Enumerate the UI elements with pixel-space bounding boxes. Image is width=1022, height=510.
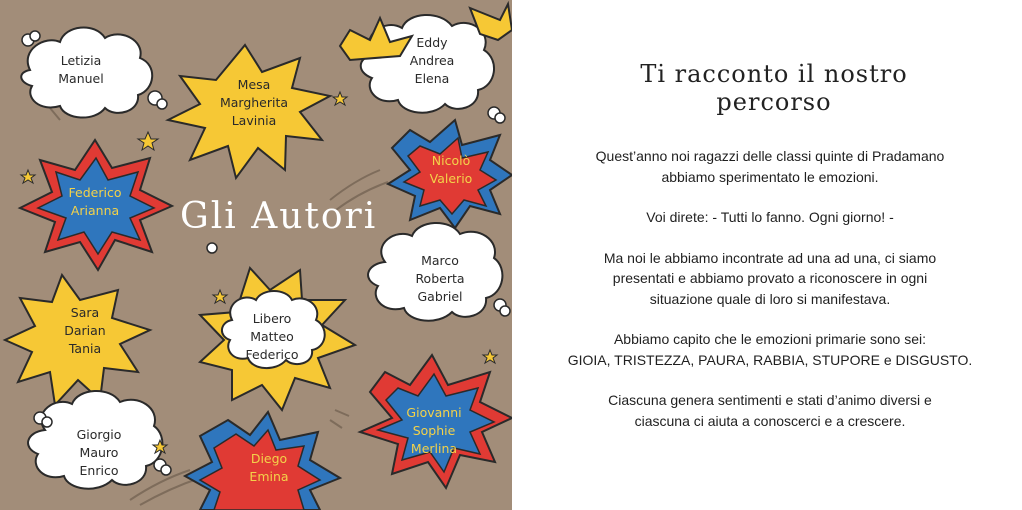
authors-nicolo-valerio: Nicolò Valerio [429,153,473,186]
left-page-title: Gli Autori [180,196,378,237]
paragraph: Ciascuna genera sentimenti e stati d’animo diversi e ciascuna ci aiuta a conoscerci e a crescere. [608,392,932,429]
right-page-title: Ti racconto il nostro percorso [640,60,908,116]
paragraph: Quest’anno noi ragazzi delle classi quinte di Pradamano abbiamo sperimentato le emozioni. [595,148,945,185]
authors-federico-arianna: Federico Arianna [68,185,122,218]
authors-diego-emina: Diego Emina [249,451,289,484]
authors-mesa-margherita-lavinia: Mesa Margherita Lavinia [219,77,289,128]
authors-sara-darian-tania: Sara Darian Tania [64,305,106,356]
paragraph: Ma noi le abbiamo incontrate ad una ad una, ci siamo presentati e abbiamo provato a riconoscere in ogni situazione quale di loro si manifestava. [603,249,937,307]
right-page-text [512,0,1022,510]
authors-giorgio-mauro-enrico: Giorgio Mauro Enrico [76,427,122,478]
right-page-body [560,146,980,451]
authors-eddy-andrea-elena: Eddy Andrea Elena [409,35,455,86]
paragraph: Abbiamo capito che le emozioni primarie sono sei: GIOIA, TRISTEZZA, PAURA, RABBIA, STUPORE e DISGUSTO. [567,331,973,368]
authors-marco-roberta-gabriel: Marco Roberta Gabriel [415,253,465,304]
authors-libero-matteo-federico: Libero Matteo Federico [245,311,299,362]
authors-giovanni-sophie-merlina: Giovanni Sophie Merlina [406,405,462,456]
paragraph: Voi direte: - Tutti lo fanno. Ogni giorno! - [646,209,894,225]
authors-letizia-manuel: Letizia Manuel [58,53,104,86]
